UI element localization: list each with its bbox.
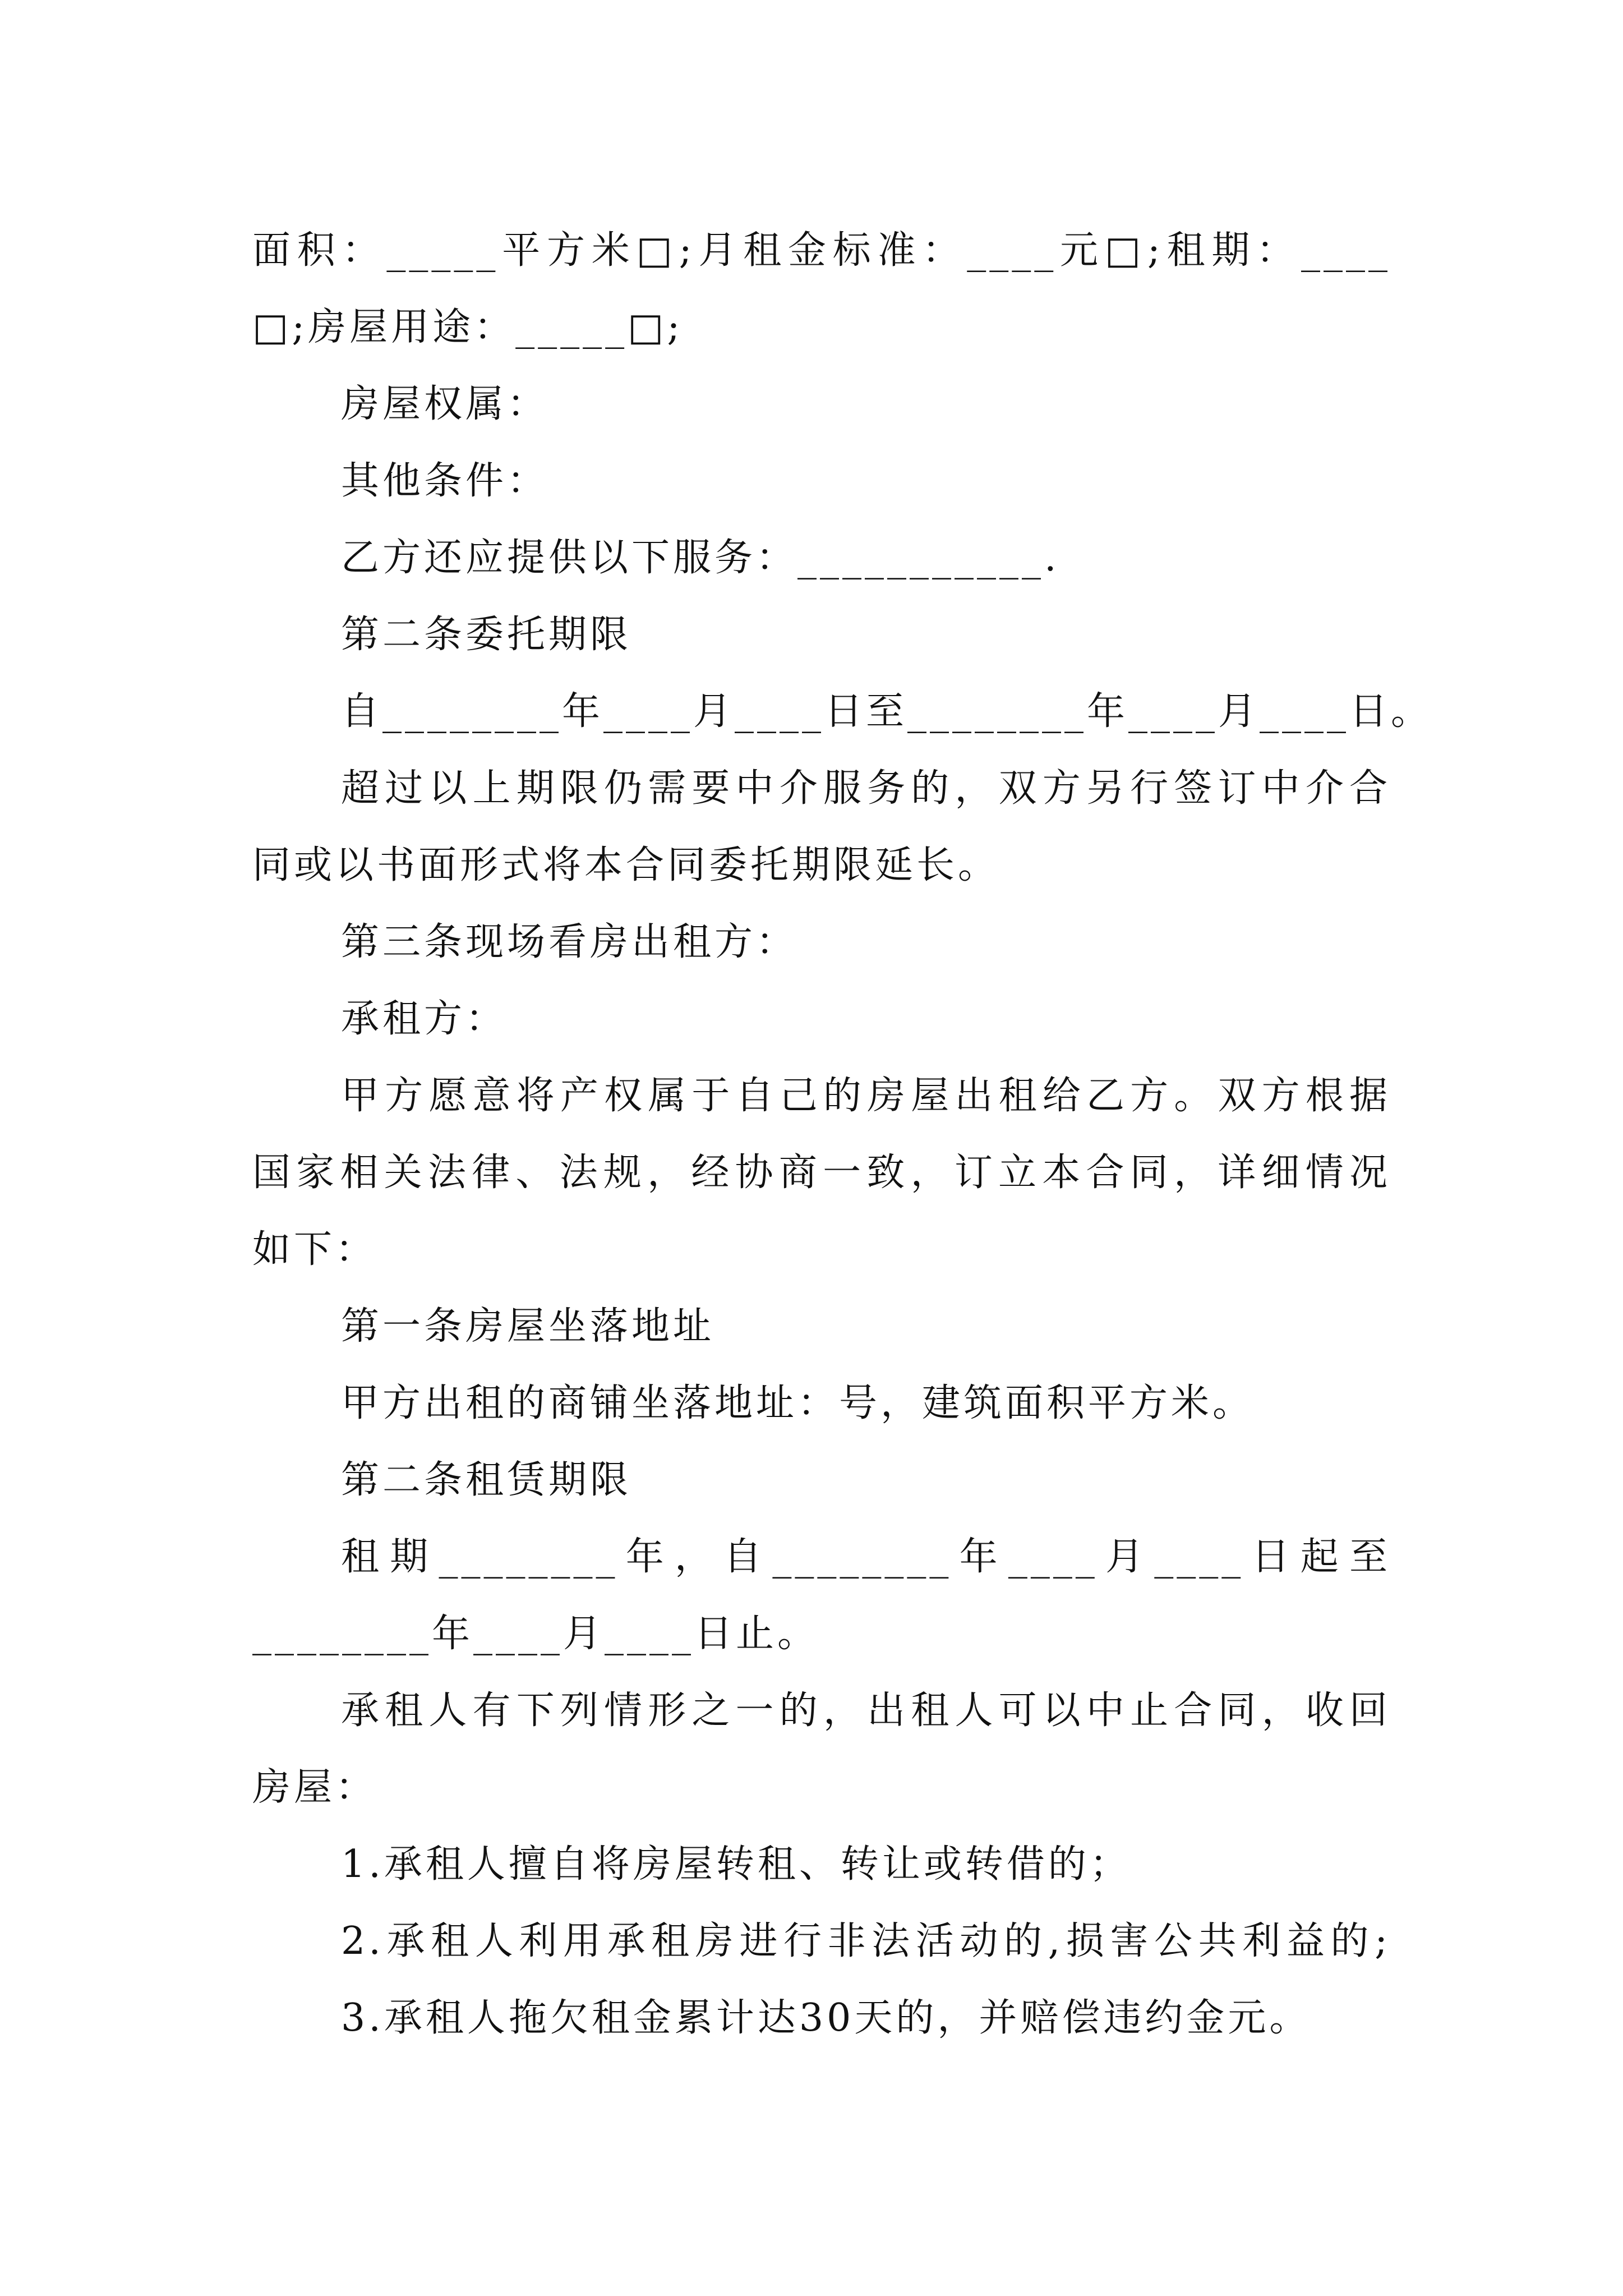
text-line: 乙方还应提供以下服务：___________. — [341, 536, 1060, 580]
text-line: 甲方愿意将产权属于自己的房屋出租给乙方。双方根据 — [341, 1074, 1391, 1118]
contract-body — [252, 212, 1433, 2056]
text-line: 租期________年，自________年____月____日起至 — [341, 1535, 1391, 1579]
text-line: 房屋： — [252, 1765, 377, 1810]
text-line: 其他条件： — [341, 459, 549, 503]
section-heading: 第二条租赁期限 — [341, 1458, 632, 1502]
section-heading: 第三条现场看房出租方： — [341, 920, 798, 964]
section-heading: 第二条委托期限 — [341, 613, 632, 657]
text-line: 国家相关法律、法规，经协商一致，订立本合同，详细情况 — [252, 1151, 1391, 1195]
text-line: 承租方： — [341, 997, 508, 1041]
text-line: 同或以书面形式将本合同委托期限延长。 — [252, 843, 1000, 887]
text-line: 承租人有下列情形之一的，出租人可以中止合同，收回 — [341, 1688, 1391, 1733]
text-line: □;房屋用途：_____□; — [252, 305, 684, 349]
text-line: 超过以上期限仍需要中介服务的，双方另行签订中介合 — [341, 766, 1391, 811]
list-item: 3.承租人拖欠租金累计达30天的，并赔偿违约金元。 — [341, 1996, 1311, 2040]
text-line: ________年____月____日止。 — [252, 1612, 819, 1656]
text-line: 甲方出租的商铺坐落地址：号，建筑面积平方米。 — [341, 1381, 1255, 1425]
section-heading: 第一条房屋坐落地址 — [341, 1304, 715, 1349]
list-item: 2.承租人利用承租房进行非法活动的,损害公共利益的; — [341, 1919, 1391, 1963]
text-line: 房屋权属： — [341, 382, 549, 426]
text-line: 面积：_____平方米□;月租金标准：____元□;租期：____ — [252, 228, 1391, 273]
text-line: 自________年____月____日至________年____月____日。 — [341, 689, 1433, 734]
list-item: 1.承租人擅自将房屋转租、转让或转借的； — [341, 1842, 1131, 1887]
text-line: 如下： — [252, 1227, 377, 1272]
